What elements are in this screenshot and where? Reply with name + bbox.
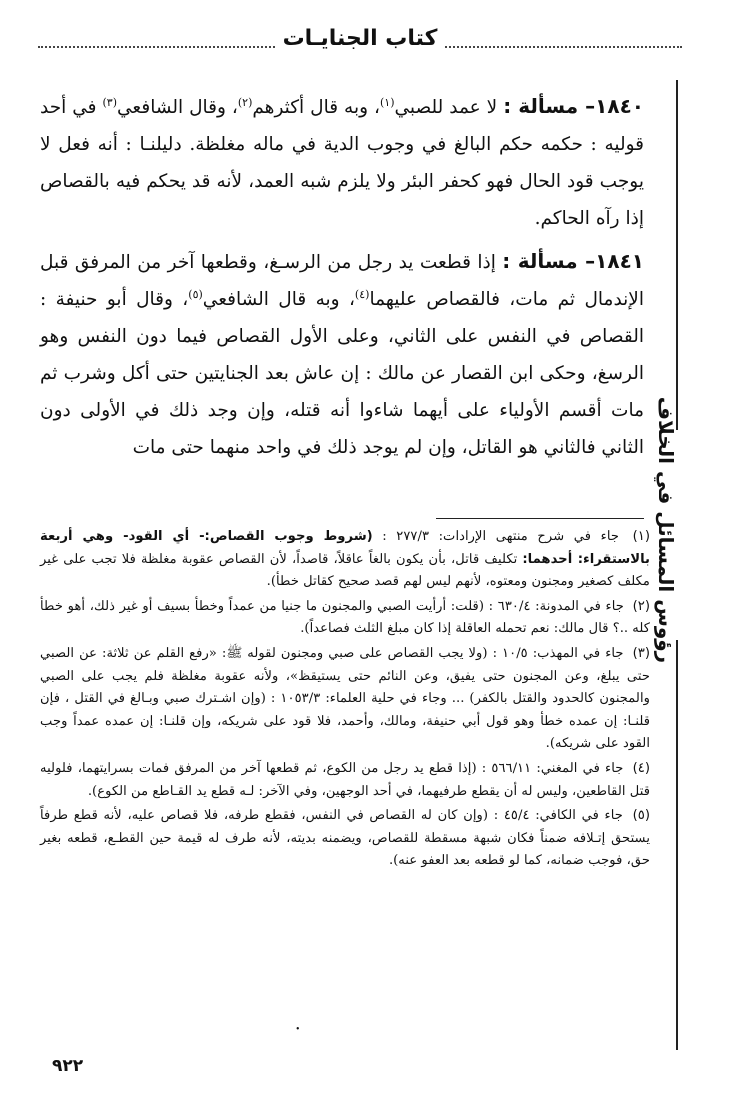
footnote-source: جاء في المغني: ٥٦٦/١١ : [481, 760, 624, 776]
issue-text: ، وقال الشافعي [117, 97, 238, 118]
issue-text: ، وبه قال أكثرهم [252, 97, 380, 118]
issue-number: ١٨٤١ [595, 249, 644, 273]
issue-label: مسألة : [502, 249, 578, 273]
footnote-text: (قلت: أرأيت الصبي والمجنون ما جنيا من عمداً وخطأ بسيف أو غير ذلك، أهو خطأ كله ..؟ قال مالك: نعم تحمله العاقلة إذا كان مبلغ الثلث فصاعداً). [40, 598, 650, 637]
footnote-ref[interactable]: (٣) [102, 95, 117, 109]
main-text [40, 88, 644, 472]
footnote-ref[interactable]: (١) [379, 95, 395, 109]
page-number: ٩٢٢ [52, 1056, 84, 1076]
side-rule-bottom [676, 640, 678, 1050]
footnote-bold: (شروط وجوب القصاص:- أي القود- وهي أربعة بالاستقراء: أحدهما: [40, 529, 650, 567]
footnote [40, 526, 650, 594]
footnote-source: جاء في شرح منتهى الإرادات: ٢٧٧/٣ : [382, 529, 620, 544]
issue-text: لا عمد للصبي [394, 97, 498, 118]
footnote [40, 805, 650, 873]
footnote-source: جاء في المدونة: ٦٣٠/٤ : [488, 598, 624, 614]
footnote-ref[interactable]: (٤) [354, 287, 370, 301]
header-title: كتاب الجنايـات [275, 26, 446, 51]
issue-1841: ١٨٤١– مسألة : إذا قطعت يد رجل من الرسـغ، وقطعها آخر من المرفق قبل الإندمال ثم مات، فالقصاص عليهما$^{(٤)}$، وبه قال الشافعي$^{(٥)}$، وقال أبو حنيفة : القصاص في النفس على الثاني، وعلى الأول القصاص فيما دون النفس وهو الرسغ، وحكى ابن القصار عن مالك : إن عاش بعد الجنايتين حتى أكل وشرب ثم مات أقسم الأولياء على أيهما شاءوا أنه قتله، وإن وجد ذلك في الأولى دون الثاني فالثاني هو القاتل، وإن لم يوجد ذلك في واحد منهما حتى مات [40, 249, 644, 458]
footnote-ref[interactable]: (٥) [188, 287, 203, 301]
issue-text: إذا قطعت يد رجل من الرسـغ، وقطعها آخر من المرفق قبل الإندمال ثم مات، فالقصاص عليهما [40, 252, 644, 310]
issue-1840: ١٨٤٠– مسألة : لا عمد للصبي$^{(١)}$، وبه قال أكثرهم$^{(٢)}$، وقال الشافعي$^{(٣)}$ في أحد قوليه : حكمه حكم البالغ في وجوب الدية في ماله مغلظة. دليلنـا : أنه فعل لا يوجب قود الحال فهو كحفر البئر ولا يلزم شبه العمد، لأنه قد يحكم فيه بالقصاص إذا رآه الحاكم. [40, 94, 644, 229]
stray-dot: • [296, 1024, 300, 1035]
side-title-text: رؤوس المسائل في الخلاف [653, 396, 678, 664]
footnote-source: جاء في المهذب: ١٠/٥ : [492, 645, 624, 661]
footnote [40, 643, 650, 756]
footnote-number: (٣) [632, 645, 650, 661]
issue-text: في أحد قوليه : حكمه حكم البالغ في وجوب الدية في ماله مغلظة. دليلنـا : أنه فعل لا يوجب قود الحال فهو كحفر البئر ولا يلزم شبه العمد، لأنه قد يحكم فيه بالقصاص إذا رآه الحاكم. [40, 97, 644, 229]
footnote-number: (٥) [632, 808, 650, 824]
footnote-number: (٢) [632, 598, 650, 614]
issue-text: ، وبه قال الشافعي [202, 289, 355, 310]
footnote [40, 758, 650, 803]
footnote-ref[interactable]: (٢) [237, 95, 253, 109]
footnote-source: جاء في الكافي: ٤٥/٤ : [493, 808, 623, 824]
footnote-text: (إذا قطع يد رجل من الكوع، ثم قطعها آخر من المرفق فمات بسرايتهما، فلوليه قتل القاطعين، وليس له أن يقطع طرفيهما، في أحد الوجهين، وفي الآخر: لـه قطع يد القـاطع من الكوع). [40, 760, 650, 799]
footnote-number: (٤) [632, 760, 650, 776]
footnote-number: (١) [632, 529, 650, 544]
footnotes [40, 526, 650, 875]
issue-label: مسألة : [503, 94, 579, 118]
footnote-text: (وإن كان له القصاص في النفس، فقطع طرفه، فلا قصاص عليه، لأنه قطع طرفاً يستحق إتـلافه ضمناً فكان شبهة مسقطة للقصاص، ويضمنه بديته، لأنه طرف له قيمة حين القطـع، قطعه بغير حق، فوجب ضمانه، كما لو قطعه بعد العفو عنه). [40, 808, 650, 869]
issue-number: ١٨٤٠ [595, 94, 644, 118]
footnote [40, 596, 650, 641]
footnote-separator [436, 518, 644, 519]
footnote-text: (ولا يجب القصاص على صبي ومجنون لقوله ﷺ: «رفع القلم عن ثلاثة: عن الصبي حتى يبلغ، وعن المجنون حتى يفيق، وعن النائم حتى يستيقظ»، ولأنه عقوبة مغلظة فلم يجب على الصبي والمجنون كالحدود والقتل بالكفر) ... وجاء في حلية العلماء: ١٠٥٣/٣ : (وإن اشـترك صبي وبـالغ في القتل ، فإن قلنـا: إن عمده خطأ وهو قول أبي حنيفة، ومالك، وأحمد، فلا قود على شريكه، وإن قلنـا: إن عمده عمداً وجب القود على شريكه). [40, 645, 650, 752]
side-running-title [646, 300, 686, 760]
footnote-text: تكليف قاتل، بأن يكون بالغاً عاقلاً، قاصداً، لأن القصاص عقوبة مغلظة فلا تجب على غير مكلف كصغير ومجنون ومعتوه، لأنهم ليس لهم قصد صحيح كقاتل خطأ). [40, 551, 650, 590]
issue-text: ، وقال أبو حنيفة : القصاص في النفس على الثاني، وعلى الأول القصاص فيما دون النفس وهو الرسغ، وحكى ابن القصار عن مالك : إن عاش بعد الجنايتين حتى أكل وشرب ثم مات أقسم الأولياء على أيهما شاءوا أنه قتله، وإن وجد ذلك في الأولى دون الثاني فالثاني هو القاتل، وإن لم يوجد ذلك في واحد منهما حتى مات [40, 289, 644, 458]
running-header [38, 22, 682, 54]
